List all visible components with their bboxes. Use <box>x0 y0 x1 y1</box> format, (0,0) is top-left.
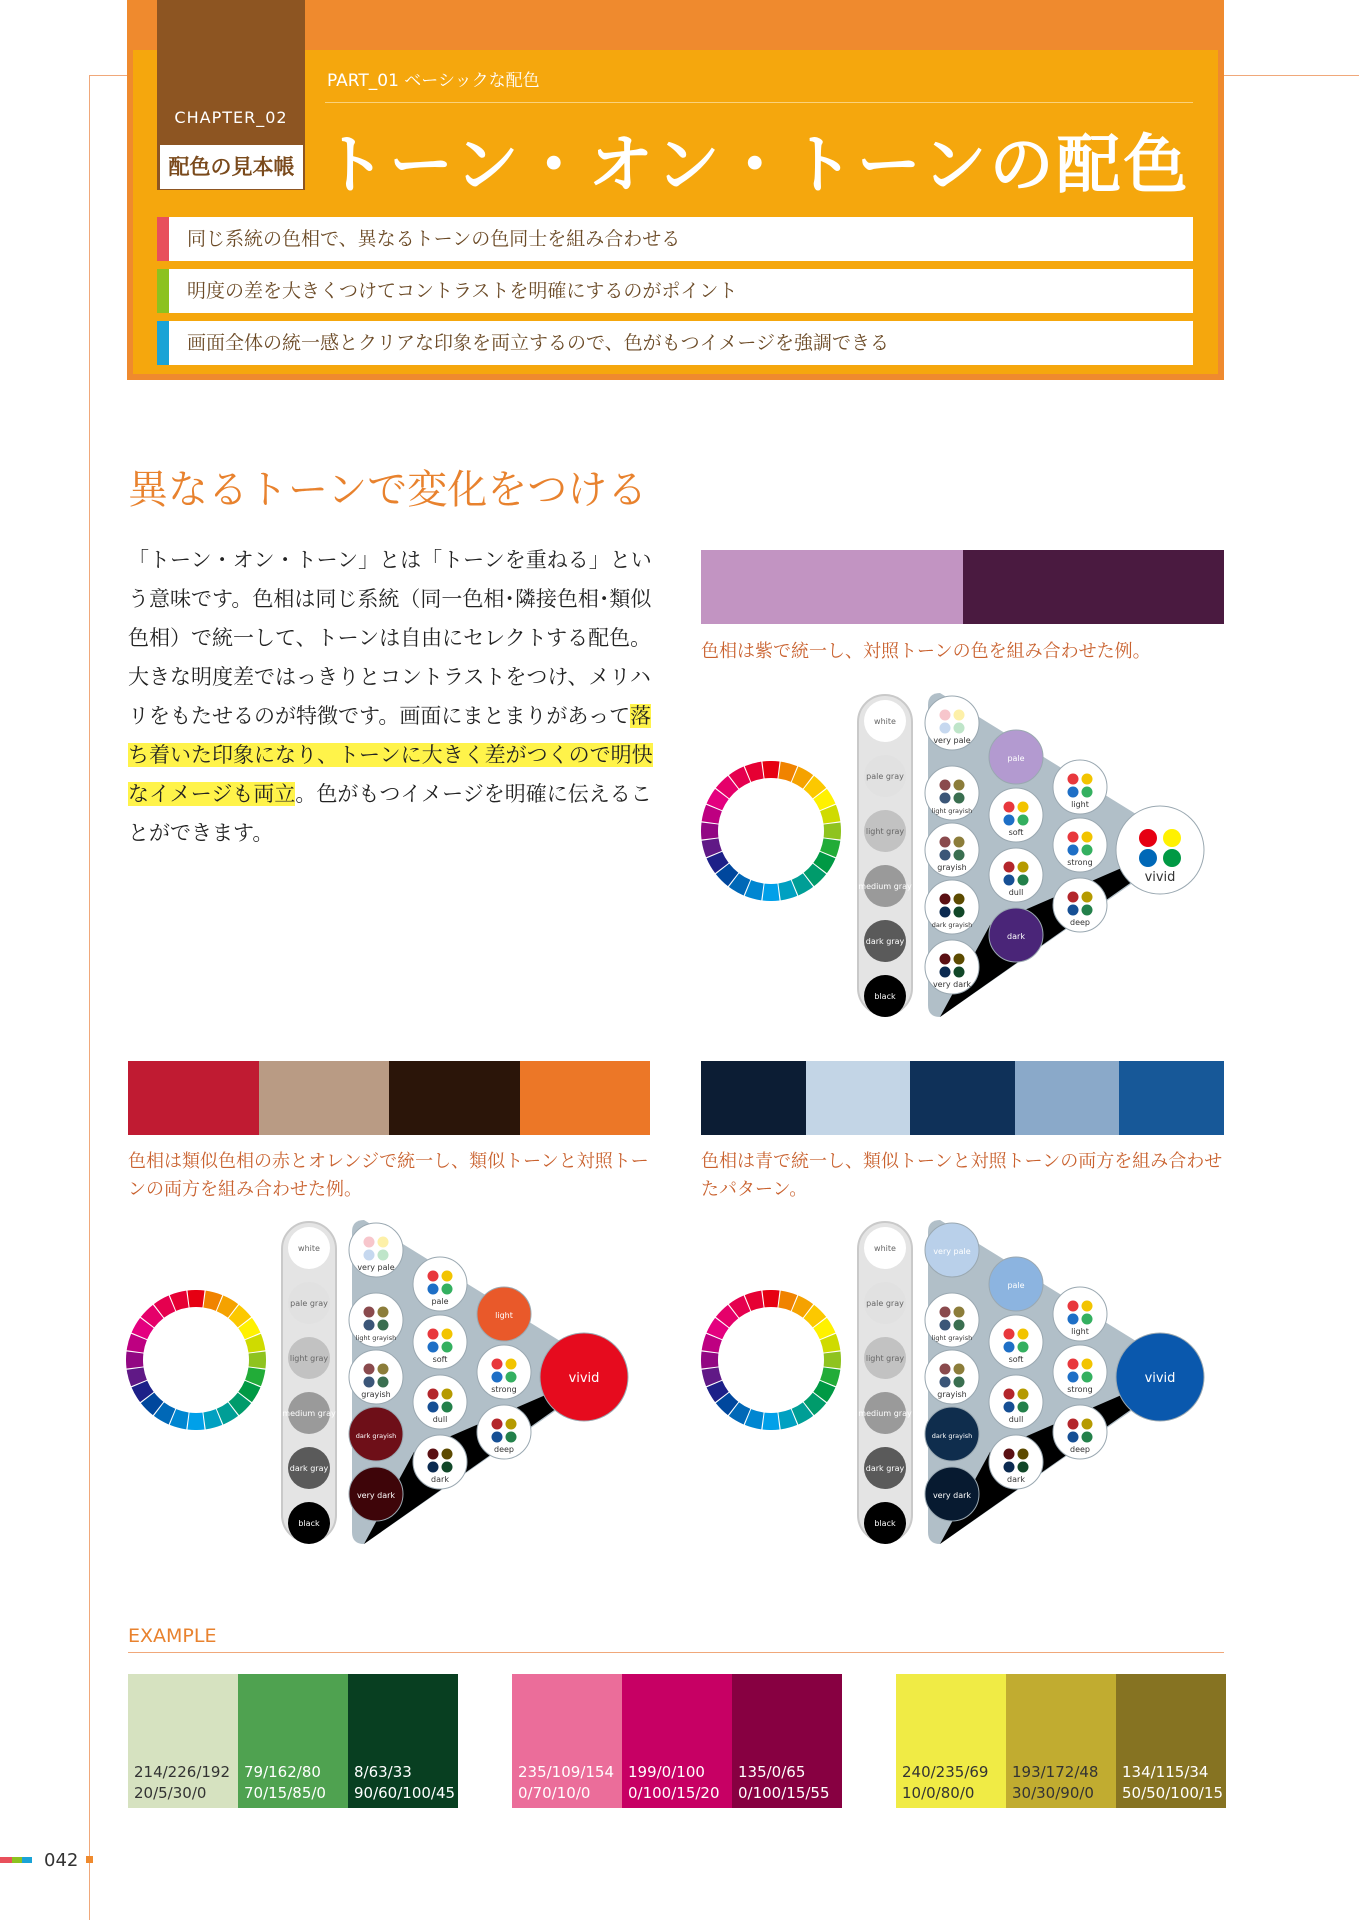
example-divider <box>128 1652 1224 1653</box>
tone-dot <box>428 1284 439 1295</box>
tone-label: vivid <box>568 1371 600 1386</box>
hue-segment <box>126 1351 143 1368</box>
tone-label: dark <box>1007 1475 1025 1484</box>
tone-dot <box>940 710 951 721</box>
tone-dot <box>1082 1359 1093 1370</box>
example-swatch <box>512 1674 622 1808</box>
tone-dot <box>1018 1342 1029 1353</box>
tone-dot <box>954 907 965 918</box>
tone-label: very dark <box>356 1491 396 1500</box>
tone-dot <box>1018 875 1029 886</box>
tone-dot <box>954 793 965 804</box>
tone-dot <box>1004 815 1015 826</box>
tone-dot <box>1068 1301 1079 1312</box>
tone-label: dark grayish <box>931 1432 973 1440</box>
tone-dot <box>492 1359 503 1370</box>
tone-dot <box>954 837 965 848</box>
point-text: 画面全体の統一感とクリアな印象を両立するので、色がもつイメージを強調できる <box>187 332 890 354</box>
tone-dot <box>364 1250 375 1261</box>
tone-dot <box>428 1449 439 1460</box>
tone-dot <box>492 1419 503 1430</box>
tone-dot <box>1018 1449 1029 1460</box>
tone-dot <box>364 1377 375 1388</box>
tone-dot <box>1082 1372 1093 1383</box>
tone-dot <box>378 1320 389 1331</box>
tone-label: black <box>298 1519 320 1528</box>
cmyk-value: 30/30/90/0 <box>1012 1784 1094 1802</box>
tone-dot <box>940 954 951 965</box>
example-caption: 色相は紫で統一し、対照トーンの色を組み合わせた例。 <box>701 641 1151 662</box>
tone-dot <box>1068 905 1079 916</box>
body-text-part: 。色がもつイメージを明確に伝えることができます。 <box>128 782 652 845</box>
tone-dot <box>954 1320 965 1331</box>
tone-label: dull <box>432 1415 448 1424</box>
tone-label: strong <box>1067 1385 1093 1394</box>
tone-dot <box>442 1342 453 1353</box>
tone-dot <box>492 1432 503 1443</box>
swatch-row <box>701 1061 1224 1135</box>
example-caption: 色相は類似色相の赤とオレンジで統一し、類似トーンと対照トーンの両方を組み合わせた例。 <box>128 1151 649 1200</box>
tone-label: deep <box>1070 918 1090 927</box>
tone-dot <box>378 1377 389 1388</box>
tone-dot <box>1004 1329 1015 1340</box>
swatch-row <box>128 1061 650 1135</box>
rgb-value: 240/235/69 <box>902 1763 989 1781</box>
body-text <box>128 541 653 853</box>
tone-dot <box>442 1462 453 1473</box>
tone-dot <box>940 907 951 918</box>
example-swatch <box>1006 1674 1116 1808</box>
tone-dot <box>1082 845 1093 856</box>
tone-dot <box>1018 1402 1029 1413</box>
part-divider <box>325 102 1193 103</box>
tone-dot <box>1004 802 1015 813</box>
tone-dot <box>1068 1432 1079 1443</box>
cmyk-value: 0/70/10/0 <box>518 1784 591 1802</box>
tone-label: very pale <box>357 1263 395 1272</box>
point-item <box>157 269 1193 313</box>
tone-label: vivid <box>1144 1371 1176 1386</box>
tone-dot <box>442 1389 453 1400</box>
tone-dot <box>1004 1402 1015 1413</box>
rgb-value: 79/162/80 <box>244 1763 321 1781</box>
tone-label: soft <box>432 1355 448 1364</box>
hue-segment <box>701 822 718 839</box>
tone-dot <box>1068 892 1079 903</box>
hue-wheel <box>701 1290 841 1430</box>
frame-line-top-left <box>89 75 129 76</box>
book-label: 配色の見本帳 <box>160 145 303 189</box>
tone-label: pale <box>1007 1281 1025 1290</box>
page-number: 042 <box>44 1850 79 1871</box>
tone-label: grayish <box>361 1390 391 1399</box>
cmyk-value: 70/15/85/0 <box>244 1784 326 1802</box>
tone-dot <box>442 1449 453 1460</box>
tone-label: very pale <box>933 1247 971 1256</box>
tone-label: very dark <box>932 1491 972 1500</box>
tone-dot <box>940 837 951 848</box>
tone-label: dark gray <box>865 1464 905 1473</box>
tone-label: dark grayish <box>355 1432 397 1440</box>
hue-segment <box>701 1351 718 1368</box>
tone-dot <box>506 1372 517 1383</box>
chapter-label: CHAPTER_02 <box>174 108 288 127</box>
tone-chart <box>840 685 1240 1025</box>
example-swatch <box>732 1674 842 1808</box>
swatch-row <box>701 550 1224 624</box>
rgb-value: 8/63/33 <box>354 1763 412 1781</box>
page-marker <box>22 1857 32 1863</box>
tone-label: medium gray <box>858 882 912 891</box>
tone-dot <box>1018 862 1029 873</box>
page-number-dot <box>86 1856 93 1863</box>
tone-dot <box>1082 832 1093 843</box>
cmyk-value: 20/5/30/0 <box>134 1784 207 1802</box>
tone-dot <box>940 723 951 734</box>
tone-dot <box>1068 845 1079 856</box>
point-text: 明度の差を大きくつけてコントラストを明確にするのがポイント <box>187 280 738 302</box>
tone-label: deep <box>1070 1445 1090 1454</box>
tone-label: light <box>495 1311 513 1320</box>
cmyk-value: 0/100/15/20 <box>628 1784 720 1802</box>
hue-segment <box>762 761 779 778</box>
tone-label: very pale <box>933 736 971 745</box>
point-bar <box>157 269 169 313</box>
tone-label: medium gray <box>858 1409 912 1418</box>
tone-dot <box>954 1377 965 1388</box>
tone-dot <box>1082 1419 1093 1430</box>
tone-dot <box>940 793 951 804</box>
tone-dot <box>954 1307 965 1318</box>
gray-scale-column <box>282 1222 336 1542</box>
point-bar <box>157 321 169 365</box>
tone-label: dark gray <box>289 1464 329 1473</box>
tone-label: strong <box>491 1385 517 1394</box>
tone-dot <box>1082 905 1093 916</box>
color-swatch <box>128 1061 259 1135</box>
tone-label: light <box>1071 1327 1089 1336</box>
tone-label: dull <box>1008 1415 1024 1424</box>
example-swatch <box>238 1674 348 1808</box>
tone-label: light grayish <box>931 807 973 815</box>
cmyk-value: 0/100/15/55 <box>738 1784 830 1802</box>
tone-label: light gray <box>289 1354 329 1363</box>
tone-label: soft <box>1008 828 1024 837</box>
tone-dot <box>1163 829 1181 847</box>
tone-dot <box>378 1307 389 1318</box>
color-swatch <box>1015 1061 1120 1135</box>
tone-dot <box>506 1359 517 1370</box>
tone-dot <box>378 1364 389 1375</box>
color-swatch <box>701 1061 806 1135</box>
tone-label: light grayish <box>931 1334 973 1342</box>
color-swatch <box>389 1061 520 1135</box>
tone-label: strong <box>1067 858 1093 867</box>
frame-line-vertical <box>89 75 90 1920</box>
point-text: 同じ系統の色相で、異なるトーンの色同士を組み合わせる <box>187 228 681 250</box>
section-title: 異なるトーンで変化をつける <box>128 467 648 513</box>
tone-dot <box>1004 875 1015 886</box>
tone-dot <box>1068 832 1079 843</box>
tone-dot <box>428 1271 439 1282</box>
hue-segment <box>762 884 779 901</box>
swatch-strip <box>701 1061 1224 1135</box>
tone-dot <box>1018 1329 1029 1340</box>
gray-scale-column <box>858 1222 912 1542</box>
tone-dot <box>1068 1419 1079 1430</box>
tone-label: white <box>298 1244 320 1253</box>
rgb-value: 134/115/34 <box>1122 1763 1209 1781</box>
body-text-part: 「トーン・オン・トーン」とは「トーンを重ねる」という意味です。色相は同じ系統（同一色相･隣接色相･類似色相）で統一して、トーンは自由にセレクトする配色。大きな明度差ではっきりとコントラストをつけ、メリハリをもたせるのが特徴です。画面にまとまりがあって <box>128 548 652 728</box>
swatch-strip <box>701 550 1224 624</box>
tone-dot <box>1082 1432 1093 1443</box>
tone-dot <box>940 1307 951 1318</box>
hue-wheel <box>701 761 841 901</box>
tone-dot <box>954 967 965 978</box>
tone-label: grayish <box>937 1390 967 1399</box>
color-swatch <box>806 1061 911 1135</box>
example-swatch <box>622 1674 732 1808</box>
tone-dot <box>1004 862 1015 873</box>
tone-dot <box>442 1284 453 1295</box>
tone-label: dark gray <box>865 937 905 946</box>
tone-dot <box>428 1402 439 1413</box>
tone-dot <box>1068 787 1079 798</box>
example-label: EXAMPLE <box>128 1625 217 1647</box>
tone-label: dark grayish <box>931 921 973 929</box>
tone-dot <box>364 1364 375 1375</box>
part-label: PART_01 ベーシックな配色 <box>327 71 540 91</box>
rgb-value: 235/109/154 <box>518 1763 614 1781</box>
hue-segment <box>187 1413 204 1430</box>
swatch-strip <box>128 1061 650 1135</box>
tone-label: pale gray <box>290 1299 328 1308</box>
tone-label: vivid <box>1144 870 1176 885</box>
tone-dot <box>940 967 951 978</box>
tone-dot <box>1068 774 1079 785</box>
tone-label: soft <box>1008 1355 1024 1364</box>
tone-label: black <box>874 1519 896 1528</box>
cmyk-value: 90/60/100/45 <box>354 1784 456 1802</box>
rgb-value: 199/0/100 <box>628 1763 705 1781</box>
tone-dot <box>1139 829 1157 847</box>
tone-dot <box>1068 1314 1079 1325</box>
tone-dot <box>940 1364 951 1375</box>
hue-wheel <box>126 1290 266 1430</box>
tone-dot <box>940 894 951 905</box>
color-swatch <box>963 550 1225 624</box>
cmyk-value: 50/50/100/15 <box>1122 1784 1224 1802</box>
tone-label: light grayish <box>355 1334 397 1342</box>
tone-dot <box>1163 849 1181 867</box>
hue-wheel-center <box>721 781 821 881</box>
tone-dot <box>1004 1449 1015 1460</box>
page-marker <box>12 1857 22 1863</box>
tone-dot <box>364 1320 375 1331</box>
example-swatch <box>348 1674 458 1808</box>
tone-dot <box>442 1402 453 1413</box>
tone-dot <box>378 1237 389 1248</box>
tone-dot <box>954 710 965 721</box>
color-swatch <box>1119 1061 1224 1135</box>
page-marker <box>0 1857 12 1863</box>
hue-segment <box>824 822 841 839</box>
rgb-value: 214/226/192 <box>134 1763 230 1781</box>
tone-label: medium gray <box>282 1409 336 1418</box>
tone-dot <box>940 1320 951 1331</box>
tone-label: white <box>874 1244 896 1253</box>
tone-dot <box>1082 1314 1093 1325</box>
tone-label: black <box>874 992 896 1001</box>
tone-dot <box>940 850 951 861</box>
tone-dot <box>1082 787 1093 798</box>
tone-label: light <box>1071 800 1089 809</box>
tone-dot <box>1018 1462 1029 1473</box>
tone-dot <box>506 1419 517 1430</box>
tone-dot <box>442 1271 453 1282</box>
tone-label: light gray <box>865 827 905 836</box>
tone-dot <box>1068 1359 1079 1370</box>
tone-dot <box>954 723 965 734</box>
tone-dot <box>954 954 965 965</box>
tone-label: pale gray <box>866 772 904 781</box>
tone-label: pale <box>1007 754 1025 763</box>
tone-dot <box>428 1462 439 1473</box>
tone-dot <box>1018 1389 1029 1400</box>
tone-dot <box>442 1329 453 1340</box>
tone-chart <box>264 1212 664 1552</box>
tone-dot <box>1004 1462 1015 1473</box>
tone-dot <box>1082 1301 1093 1312</box>
tone-dot <box>506 1432 517 1443</box>
rgb-value: 193/172/48 <box>1012 1763 1099 1781</box>
tone-label: white <box>874 717 896 726</box>
body-highlight: 落ち着いた印象になり、トーンに大きく差がつくので明快なイメージも両立 <box>128 704 653 806</box>
hue-wheel-center <box>146 1310 246 1410</box>
tone-chart <box>840 1212 1240 1552</box>
tone-dot <box>1018 802 1029 813</box>
tone-dot <box>1018 815 1029 826</box>
tone-dot <box>378 1250 389 1261</box>
tone-label: dark <box>431 1475 449 1484</box>
tone-label: light gray <box>865 1354 905 1363</box>
tone-dot <box>954 780 965 791</box>
tone-dot <box>1004 1342 1015 1353</box>
tone-label: deep <box>494 1445 514 1454</box>
tone-dot <box>364 1237 375 1248</box>
color-swatch <box>520 1061 651 1135</box>
tone-dot <box>1004 1389 1015 1400</box>
tone-dot <box>1068 1372 1079 1383</box>
hue-wheel-center <box>721 1310 821 1410</box>
tone-label: grayish <box>937 863 967 872</box>
frame-line-top-right <box>1224 75 1359 76</box>
tone-dot <box>1082 892 1093 903</box>
gray-scale-column <box>858 695 912 1015</box>
tone-label: pale <box>431 1297 449 1306</box>
tone-dot <box>428 1342 439 1353</box>
example-swatch <box>128 1674 238 1808</box>
tone-dot <box>492 1372 503 1383</box>
color-swatch <box>259 1061 390 1135</box>
tone-dot <box>428 1329 439 1340</box>
tone-label: pale gray <box>866 1299 904 1308</box>
tone-dot <box>940 780 951 791</box>
hue-segment <box>762 1290 779 1307</box>
tone-label: dull <box>1008 888 1024 897</box>
tone-dot <box>428 1389 439 1400</box>
hue-segment <box>187 1290 204 1307</box>
hue-segment <box>824 1351 841 1368</box>
tone-dot <box>940 1377 951 1388</box>
tone-dot <box>954 894 965 905</box>
tone-dot <box>364 1307 375 1318</box>
example-caption: 色相は青で統一し、類似トーンと対照トーンの両方を組み合わせたパターン。 <box>701 1151 1223 1200</box>
tone-dot <box>954 1364 965 1375</box>
tone-label: dark <box>1007 932 1025 941</box>
tone-dot <box>1139 849 1157 867</box>
cmyk-value: 10/0/80/0 <box>902 1784 975 1802</box>
color-swatch <box>701 550 963 624</box>
tone-label: very dark <box>932 980 972 989</box>
tone-dot <box>954 850 965 861</box>
tone-dot <box>1082 774 1093 785</box>
page-title: トーン・オン・トーンの配色 <box>322 129 1191 203</box>
point-item <box>157 217 1193 261</box>
color-swatch <box>910 1061 1015 1135</box>
rgb-value: 135/0/65 <box>738 1763 806 1781</box>
hue-segment <box>762 1413 779 1430</box>
example-swatch <box>1116 1674 1226 1808</box>
point-item <box>157 321 1193 365</box>
point-bar <box>157 217 169 261</box>
example-swatch <box>896 1674 1006 1808</box>
